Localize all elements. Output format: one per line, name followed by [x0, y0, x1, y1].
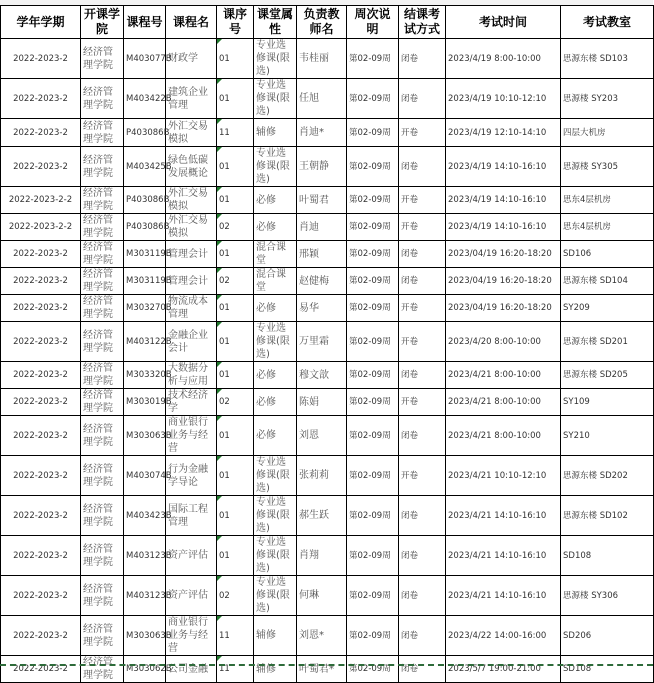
cell-college[interactable]: 经济管理学院 [81, 322, 124, 362]
cell-exam-type[interactable]: 闭卷 [399, 536, 446, 576]
cell-class-type[interactable]: 必修 [254, 214, 297, 241]
cell-exam-room[interactable]: 思源东楼 SD103 [561, 39, 654, 79]
cell-weeks[interactable]: 第02-09周 [347, 616, 399, 656]
cell-exam-room[interactable]: 思源东楼 SD104 [561, 268, 654, 295]
cell-term[interactable]: 2022-2023-2-2 [1, 214, 81, 241]
cell-section[interactable]: 02 [217, 214, 254, 241]
cell-course-code[interactable]: M303063B [124, 416, 166, 456]
cell-exam-type[interactable]: 开卷 [399, 119, 446, 147]
cell-exam-room[interactable]: 四层大机房 [561, 119, 654, 147]
cell-exam-time[interactable]: 2023/04/19 16:20-18:20 [446, 268, 561, 295]
cell-college[interactable]: 经济管理学院 [81, 119, 124, 147]
cell-class-type[interactable]: 辅修 [254, 119, 297, 147]
cell-term[interactable]: 2022-2023-2 [1, 456, 81, 496]
cell-section[interactable]: 01 [217, 295, 254, 322]
cell-exam-room[interactable]: 思源东楼 SD201 [561, 322, 654, 362]
cell-exam-type[interactable]: 开卷 [399, 295, 446, 322]
cell-exam-room[interactable]: 思源东楼 SD102 [561, 496, 654, 536]
cell-section[interactable]: 11 [217, 616, 254, 656]
cell-exam-room[interactable]: SY209 [561, 295, 654, 322]
cell-college[interactable]: 经济管理学院 [81, 268, 124, 295]
table-row [1, 576, 654, 616]
cell-section[interactable]: 02 [217, 389, 254, 416]
cell-weeks[interactable]: 第02-09周 [347, 362, 399, 389]
table-row [1, 362, 654, 389]
cell-exam-type[interactable]: 开卷 [399, 456, 446, 496]
header-section[interactable]: 课序号 [217, 6, 254, 39]
cell-college[interactable]: 经济管理学院 [81, 576, 124, 616]
cell-teacher[interactable]: 穆文歆 [297, 362, 347, 389]
cell-course-code[interactable]: M403077B [124, 39, 166, 79]
cell-exam-time[interactable]: 2023/4/19 10:10-12:10 [446, 79, 561, 119]
cell-teacher[interactable]: 肖迪* [297, 119, 347, 147]
cell-class-type[interactable]: 辅修 [254, 616, 297, 656]
cell-course-name[interactable]: 外汇交易模拟 [166, 187, 217, 214]
cell-course-name[interactable]: 技术经济学 [166, 389, 217, 416]
cell-course-name[interactable]: 财政学 [166, 39, 217, 79]
table-row [1, 496, 654, 536]
cell-teacher[interactable]: 万里霜 [297, 322, 347, 362]
cell-section[interactable]: 01 [217, 79, 254, 119]
cell-college[interactable]: 经济管理学院 [81, 536, 124, 576]
cell-exam-time[interactable]: 2023/04/19 16:20-18:20 [446, 295, 561, 322]
cell-course-name[interactable]: 外汇交易模拟 [166, 214, 217, 241]
cell-weeks[interactable]: 第02-09周 [347, 456, 399, 496]
cell-class-type[interactable]: 必修 [254, 389, 297, 416]
cell-course-name[interactable]: 行为金融学导论 [166, 456, 217, 496]
cell-exam-type[interactable]: 开卷 [399, 389, 446, 416]
table-row [1, 119, 654, 147]
cell-course-code[interactable]: M403122B [124, 322, 166, 362]
cell-exam-room[interactable]: 思东4层机房 [561, 187, 654, 214]
cell-section[interactable]: 01 [217, 496, 254, 536]
cell-college[interactable]: 经济管理学院 [81, 187, 124, 214]
cell-course-name[interactable]: 商业银行业务与经营 [166, 616, 217, 656]
cell-weeks[interactable]: 第02-09周 [347, 214, 399, 241]
cell-course-code[interactable]: M303063B [124, 616, 166, 656]
cell-term[interactable]: 2022-2023-2 [1, 79, 81, 119]
cell-teacher[interactable]: 叶蜀君* [297, 656, 347, 683]
cell-section[interactable]: 01 [217, 536, 254, 576]
cell-class-type[interactable]: 专业选修课(限选) [254, 79, 297, 119]
cell-exam-time[interactable]: 2023/4/20 8:00-10:00 [446, 322, 561, 362]
table-row [1, 147, 654, 187]
cell-class-type[interactable]: 混合课堂 [254, 268, 297, 295]
cell-weeks[interactable]: 第02-09周 [347, 187, 399, 214]
cell-exam-type[interactable]: 闭卷 [399, 416, 446, 456]
cell-exam-type[interactable]: 开卷 [399, 322, 446, 362]
cell-course-code[interactable]: M403422B [124, 79, 166, 119]
cell-exam-time[interactable]: 2023/5/7 19:00-21:00 [446, 656, 561, 683]
cell-term[interactable]: 2022-2023-2 [1, 536, 81, 576]
cell-course-name[interactable]: 外汇交易模拟 [166, 119, 217, 147]
cell-exam-room[interactable]: SY109 [561, 389, 654, 416]
cell-term[interactable]: 2022-2023-2 [1, 39, 81, 79]
cell-exam-type[interactable]: 闭卷 [399, 616, 446, 656]
cell-class-type[interactable]: 混合课堂 [254, 241, 297, 268]
cell-term[interactable]: 2022-2023-2 [1, 119, 81, 147]
cell-college[interactable]: 经济管理学院 [81, 389, 124, 416]
cell-term[interactable]: 2022-2023-2 [1, 241, 81, 268]
table-row [1, 295, 654, 322]
cell-weeks[interactable]: 第02-09周 [347, 39, 399, 79]
header-exam-time[interactable]: 考试时间 [446, 6, 561, 39]
cell-term[interactable]: 2022-2023-2 [1, 389, 81, 416]
cell-college[interactable]: 经济管理学院 [81, 39, 124, 79]
cell-college[interactable]: 经济管理学院 [81, 416, 124, 456]
cell-exam-type[interactable]: 开卷 [399, 187, 446, 214]
cell-teacher[interactable]: 刘恩* [297, 616, 347, 656]
cell-exam-room[interactable]: SD106 [561, 241, 654, 268]
cell-teacher[interactable]: 张莉莉 [297, 456, 347, 496]
cell-exam-time[interactable]: 2023/04/19 16:20-18:20 [446, 241, 561, 268]
cell-weeks[interactable]: 第02-09周 [347, 389, 399, 416]
cell-term[interactable]: 2022-2023-2-2 [1, 187, 81, 214]
cell-section[interactable]: 02 [217, 576, 254, 616]
cell-course-code[interactable]: P403086B [124, 187, 166, 214]
cell-weeks[interactable]: 第02-09周 [347, 295, 399, 322]
cell-course-name[interactable]: 商业银行业务与经营 [166, 416, 217, 456]
cell-exam-time[interactable]: 2023/4/21 14:10-16:10 [446, 496, 561, 536]
cell-exam-time[interactable]: 2023/4/21 14:10-16:10 [446, 536, 561, 576]
cell-exam-room[interactable]: 思东4层机房 [561, 214, 654, 241]
cell-class-type[interactable]: 专业选修课(限选) [254, 39, 297, 79]
table-row [1, 79, 654, 119]
cell-exam-type[interactable]: 闭卷 [399, 268, 446, 295]
cell-weeks[interactable]: 第02-09周 [347, 322, 399, 362]
cell-course-code[interactable]: P403086B [124, 214, 166, 241]
cell-exam-type[interactable]: 闭卷 [399, 656, 446, 683]
cell-college[interactable]: 经济管理学院 [81, 616, 124, 656]
cell-exam-type[interactable]: 开卷 [399, 214, 446, 241]
cell-college[interactable]: 经济管理学院 [81, 79, 124, 119]
cell-weeks[interactable]: 第02-09周 [347, 268, 399, 295]
table-row [1, 616, 654, 656]
cell-course-name[interactable]: 管理会计 [166, 241, 217, 268]
cell-section[interactable]: 02 [217, 268, 254, 295]
cell-section[interactable]: 01 [217, 241, 254, 268]
cell-course-code[interactable]: M403423B [124, 496, 166, 536]
cell-exam-type[interactable]: 闭卷 [399, 362, 446, 389]
cell-course-name[interactable]: 资产评估 [166, 576, 217, 616]
cell-section[interactable]: 11 [217, 119, 254, 147]
cell-course-name[interactable]: 管理会计 [166, 268, 217, 295]
cell-teacher[interactable]: 肖迪 [297, 214, 347, 241]
table-row [1, 389, 654, 416]
cell-weeks[interactable]: 第02-09周 [347, 79, 399, 119]
cell-exam-room[interactable]: 思源楼 SY305 [561, 147, 654, 187]
cell-exam-room[interactable]: 思源楼 SY306 [561, 576, 654, 616]
cell-weeks[interactable]: 第02-09周 [347, 536, 399, 576]
cell-course-name[interactable]: 公司金融 [166, 656, 217, 683]
cell-teacher[interactable]: 韦桂丽 [297, 39, 347, 79]
cell-section[interactable]: 01 [217, 39, 254, 79]
cell-class-type[interactable]: 辅修 [254, 656, 297, 683]
cell-teacher[interactable]: 赵健梅 [297, 268, 347, 295]
cell-course-code[interactable]: M303270B [124, 295, 166, 322]
table-row [1, 416, 654, 456]
cell-exam-type[interactable]: 闭卷 [399, 39, 446, 79]
cell-exam-room[interactable]: 思源东楼 SD205 [561, 362, 654, 389]
cell-exam-room[interactable]: SD206 [561, 616, 654, 656]
header-teacher[interactable]: 负责教师名 [297, 6, 347, 39]
cell-term[interactable]: 2022-2023-2 [1, 147, 81, 187]
cell-college[interactable]: 经济管理学院 [81, 362, 124, 389]
cell-college[interactable]: 经济管理学院 [81, 147, 124, 187]
header-course-code[interactable]: 课程号 [124, 6, 166, 39]
table-row [1, 214, 654, 241]
cell-college[interactable]: 经济管理学院 [81, 456, 124, 496]
cell-teacher[interactable]: 邢颖 [297, 241, 347, 268]
cell-teacher[interactable]: 叶蜀君 [297, 187, 347, 214]
cell-exam-time[interactable]: 2023/4/19 12:10-14:10 [446, 119, 561, 147]
cell-exam-time[interactable]: 2023/4/19 14:10-16:10 [446, 147, 561, 187]
cell-course-code[interactable]: M303019B [124, 389, 166, 416]
cell-course-name[interactable]: 绿色低碳发展概论 [166, 147, 217, 187]
cell-exam-type[interactable]: 闭卷 [399, 79, 446, 119]
cell-term[interactable]: 2022-2023-2 [1, 362, 81, 389]
header-class-type[interactable]: 课堂属性 [254, 6, 297, 39]
cell-course-code[interactable]: P403086B [124, 119, 166, 147]
cell-exam-room[interactable]: 思源东楼 SD202 [561, 456, 654, 496]
table-row [1, 241, 654, 268]
table-row [1, 656, 654, 683]
cell-section[interactable]: 01 [217, 456, 254, 496]
cell-term[interactable]: 2022-2023-2 [1, 496, 81, 536]
table-row [1, 268, 654, 295]
header-exam-room[interactable]: 考试教室 [561, 6, 654, 39]
cell-college[interactable]: 经济管理学院 [81, 295, 124, 322]
cell-term[interactable]: 2022-2023-2 [1, 576, 81, 616]
cell-section[interactable]: 01 [217, 416, 254, 456]
cell-section[interactable]: 01 [217, 362, 254, 389]
cell-exam-time[interactable]: 2023/4/21 8:00-10:00 [446, 389, 561, 416]
cell-course-name[interactable]: 国际工程管理 [166, 496, 217, 536]
cell-weeks[interactable]: 第02-09周 [347, 147, 399, 187]
cell-weeks[interactable]: 第02-09周 [347, 576, 399, 616]
cell-course-code[interactable]: M403123B [124, 576, 166, 616]
cell-course-name[interactable]: 物流成本管理 [166, 295, 217, 322]
header-exam-type[interactable]: 结课考试方式 [399, 6, 446, 39]
cell-term[interactable]: 2022-2023-2 [1, 616, 81, 656]
cell-exam-time[interactable]: 2023/4/21 8:00-10:00 [446, 416, 561, 456]
cell-weeks[interactable]: 第02-09周 [347, 496, 399, 536]
cell-course-name[interactable]: 金融企业会计 [166, 322, 217, 362]
cell-exam-room[interactable]: 思源楼 SY203 [561, 79, 654, 119]
cell-course-code[interactable]: M403074B [124, 456, 166, 496]
cell-course-code[interactable]: M303062B [124, 656, 166, 683]
cell-section[interactable]: 01 [217, 322, 254, 362]
cell-exam-type[interactable]: 闭卷 [399, 147, 446, 187]
cell-weeks[interactable]: 第02-09周 [347, 416, 399, 456]
cell-class-type[interactable]: 专业选修课(限选) [254, 456, 297, 496]
cell-class-type[interactable]: 必修 [254, 187, 297, 214]
cell-term[interactable]: 2022-2023-2 [1, 322, 81, 362]
cell-section[interactable]: 11 [217, 656, 254, 683]
cell-class-type[interactable]: 专业选修课(限选) [254, 576, 297, 616]
cell-college[interactable]: 经济管理学院 [81, 241, 124, 268]
table-row [1, 456, 654, 496]
cell-course-name[interactable]: 大数据分析与应用 [166, 362, 217, 389]
cell-term[interactable]: 2022-2023-2 [1, 268, 81, 295]
header-term[interactable]: 学年学期 [1, 6, 81, 39]
cell-college[interactable]: 经济管理学院 [81, 214, 124, 241]
cell-teacher[interactable]: 王朝静 [297, 147, 347, 187]
cell-teacher[interactable]: 何琳 [297, 576, 347, 616]
cell-class-type[interactable]: 必修 [254, 295, 297, 322]
cell-course-code[interactable]: M403123B [124, 536, 166, 576]
cell-section[interactable]: 01 [217, 147, 254, 187]
cell-course-name[interactable]: 建筑企业管理 [166, 79, 217, 119]
cell-exam-type[interactable]: 闭卷 [399, 241, 446, 268]
cell-course-code[interactable]: M303119B [124, 241, 166, 268]
cell-exam-type[interactable]: 闭卷 [399, 496, 446, 536]
cell-teacher[interactable]: 郝生跃 [297, 496, 347, 536]
page-break-line [0, 664, 653, 666]
cell-class-type[interactable]: 专业选修课(限选) [254, 496, 297, 536]
cell-exam-time[interactable]: 2023/4/19 14:10-16:10 [446, 187, 561, 214]
cell-class-type[interactable]: 必修 [254, 416, 297, 456]
header-course-name[interactable]: 课程名 [166, 6, 217, 39]
cell-term[interactable]: 2022-2023-2 [1, 416, 81, 456]
cell-teacher[interactable]: 刘恩 [297, 416, 347, 456]
cell-exam-room[interactable]: SY210 [561, 416, 654, 456]
cell-teacher[interactable]: 任旭 [297, 79, 347, 119]
cell-class-type[interactable]: 必修 [254, 362, 297, 389]
cell-exam-type[interactable]: 闭卷 [399, 576, 446, 616]
cell-teacher[interactable]: 易华 [297, 295, 347, 322]
header-weeks[interactable]: 周次说明 [347, 6, 399, 39]
cell-course-code[interactable]: M303320B [124, 362, 166, 389]
table-row [1, 322, 654, 362]
cell-class-type[interactable]: 专业选修课(限选) [254, 322, 297, 362]
cell-college[interactable]: 经济管理学院 [81, 496, 124, 536]
cell-term[interactable]: 2022-2023-2 [1, 656, 81, 683]
cell-weeks[interactable]: 第02-09周 [347, 656, 399, 683]
cell-exam-time[interactable]: 2023/4/19 8:00-10:00 [446, 39, 561, 79]
table-row [1, 536, 654, 576]
cell-teacher[interactable]: 陈娟 [297, 389, 347, 416]
cell-exam-time[interactable]: 2023/4/21 14:10-16:10 [446, 576, 561, 616]
header-row [1, 6, 654, 39]
cell-exam-room[interactable]: SD108 [561, 536, 654, 576]
table-row [1, 39, 654, 79]
header-college[interactable]: 开课学院 [81, 6, 124, 39]
cell-weeks[interactable]: 第02-09周 [347, 119, 399, 147]
cell-course-code[interactable]: M403425B [124, 147, 166, 187]
cell-teacher[interactable]: 肖翔 [297, 536, 347, 576]
cell-weeks[interactable]: 第02-09周 [347, 241, 399, 268]
cell-term[interactable]: 2022-2023-2 [1, 295, 81, 322]
table-row [1, 187, 654, 214]
cell-section[interactable]: 01 [217, 187, 254, 214]
cell-course-code[interactable]: M303119B [124, 268, 166, 295]
cell-course-name[interactable]: 资产评估 [166, 536, 217, 576]
cell-exam-time[interactable]: 2023/4/21 10:10-12:10 [446, 456, 561, 496]
cell-exam-time[interactable]: 2023/4/21 8:00-10:00 [446, 362, 561, 389]
cell-class-type[interactable]: 专业选修课(限选) [254, 147, 297, 187]
cell-class-type[interactable]: 专业选修课(限选) [254, 536, 297, 576]
cell-college[interactable]: 经济管理学院 [81, 656, 124, 683]
cell-exam-room[interactable]: SD108 [561, 656, 654, 683]
exam-schedule-table [0, 5, 654, 683]
cell-exam-time[interactable]: 2023/4/19 14:10-16:10 [446, 214, 561, 241]
cell-exam-time[interactable]: 2023/4/22 14:00-16:00 [446, 616, 561, 656]
